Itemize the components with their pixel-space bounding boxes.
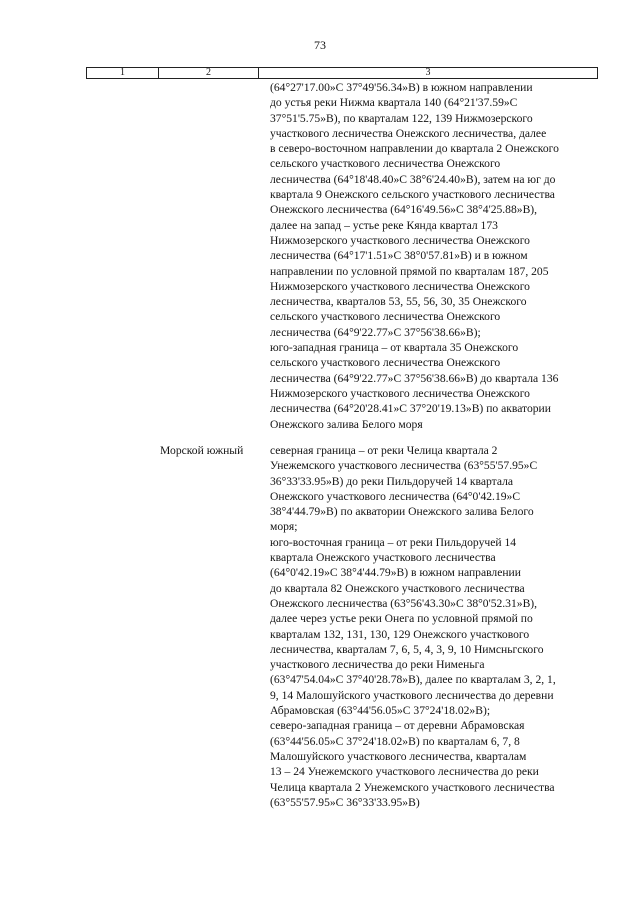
text-line: (64°0'42.19»С 38°4'44.79»В) в южном направлении [270,566,521,580]
boundary-description-morskoy-yuzhny [270,443,600,810]
text-line: лесничества, кварталов 53, 55, 56, 30, 35 Онежского [270,295,527,309]
text-line: 13 – 24 Унежемского участкового лесничества до реки [270,765,539,779]
text-line: лесничества, кварталам 7, 6, 5, 4, 3, 9, 10 Нимсньгского [270,642,544,656]
column-header-3: 3 [425,67,431,78]
page-number: 73 [314,38,326,52]
column-header-2: 2 [159,68,259,78]
text-line: сельского участкового лесничества Онежского [270,310,501,324]
text-line: сельского участкового лесничества Онежского [270,356,501,370]
text-line: (63°55'57.95»С 36°33'33.95»В) [270,795,420,809]
text-line: 9, 14 Малошуйского участкового лесничества до деревни [270,688,554,702]
text-line: (64°27'17.00»С 37°49'56.34»В) в южном направлении [270,81,533,94]
text-line: Нижмозерского участкового лесничества Онежского [270,386,530,400]
text-line: 37°51'5.75»В), по кварталам 122, 139 Нижмозерского [270,111,533,125]
text-line: Онежского залива Белого моря [270,417,423,431]
text-line: лесничества (64°9'22.77»С 37°56'38.66»В); [270,325,481,339]
text-line: 36°33'33.95»В) до реки Пильдоручей 14 квартала [270,474,514,488]
text-line: кварталам 132, 131, 130, 129 Онежского участкового [270,627,530,641]
text-line: Онежского лесничества (64°16'49.56»С 38°4'25.88»В), [270,203,538,217]
text-line: до квартала 82 Онежского участкового лесничества [270,581,525,595]
text-line: (63°47'54.04»С 37°40'28.78»В), далее по кварталам 3, 2, 1, [270,673,556,687]
text-line: Малошуйского участкового лесничества, кварталам [270,749,527,763]
text-line: Челица квартала 2 Унежемского участкового лесничества [270,780,555,794]
text-line: участкового лесничества до реки Нименьга [270,658,485,672]
text-line: лесничества (64°20'28.41»С 37°20'19.13»В) по акватории [270,402,551,416]
text-line: Онежского лесничества (63°56'43.30»С 38°0'52.31»В), [270,596,538,610]
text-line: участкового лесничества Онежского лесничества, далее [270,126,547,140]
text-line: моря; [270,520,298,534]
text-line: северная граница – от реки Челица квартала 2 [270,444,498,457]
text-line: лесничества (64°9'22.77»С 37°56'38.66»В) до квартала 136 [270,371,559,385]
text-line: лесничества (64°17'1.51»С 38°0'57.81»В) и в южном [270,249,528,263]
text-line: направлении по условной прямой по кварталам 187, 205 [270,264,549,278]
text-line: Онежского участкового лесничества (64°0'42.19»С [270,489,521,503]
text-line: далее через устье реки Онега по условной прямой по [270,612,533,626]
zone-name: Морской южный [160,444,244,457]
text-line: далее на запад – устье реке Кянда квартал 173 [270,218,498,232]
text-line: 38°4'44.79»В) по акватории Онежского залива Белого [270,505,534,519]
text-line: северо-западная граница – от деревни Абрамовская [270,719,525,733]
text-line: квартала Онежского участкового лесничества [270,551,496,565]
text-line: квартала 9 Онежского сельского участкового лесничества [270,188,555,202]
boundary-description-continued [270,80,600,432]
text-line: в северо-восточном направлении до квартала 2 Онежского [270,142,559,156]
text-line: сельского участкового лесничества Онежского [270,157,501,171]
table-header-row [86,67,598,79]
text-line: (63°44'56.05»С 37°24'18.02»В) по кварталам 6, 7, 8 [270,734,520,748]
text-line: Абрамовская (63°44'56.05»С 37°24'18.02»В); [270,704,491,718]
column-header-1: 1 [87,68,159,78]
text-line: Унежемского участкового лесничества (63°55'57.95»С [270,459,538,473]
text-line: Нижмозерского участкового лесничества Онежского [270,279,530,293]
text-line: до устья реки Нижма квартала 140 (64°21'37.59»С [270,96,518,110]
text-line: юго-западная граница – от квартала 35 Онежского [270,341,519,355]
text-line: Нижмозерского участкового лесничества Онежского [270,233,530,247]
text-line: лесничества (64°18'48.40»С 38°6'24.40»В), затем на юг до [270,172,556,186]
text-line: юго-восточная граница – от реки Пильдоручей 14 [270,535,517,549]
